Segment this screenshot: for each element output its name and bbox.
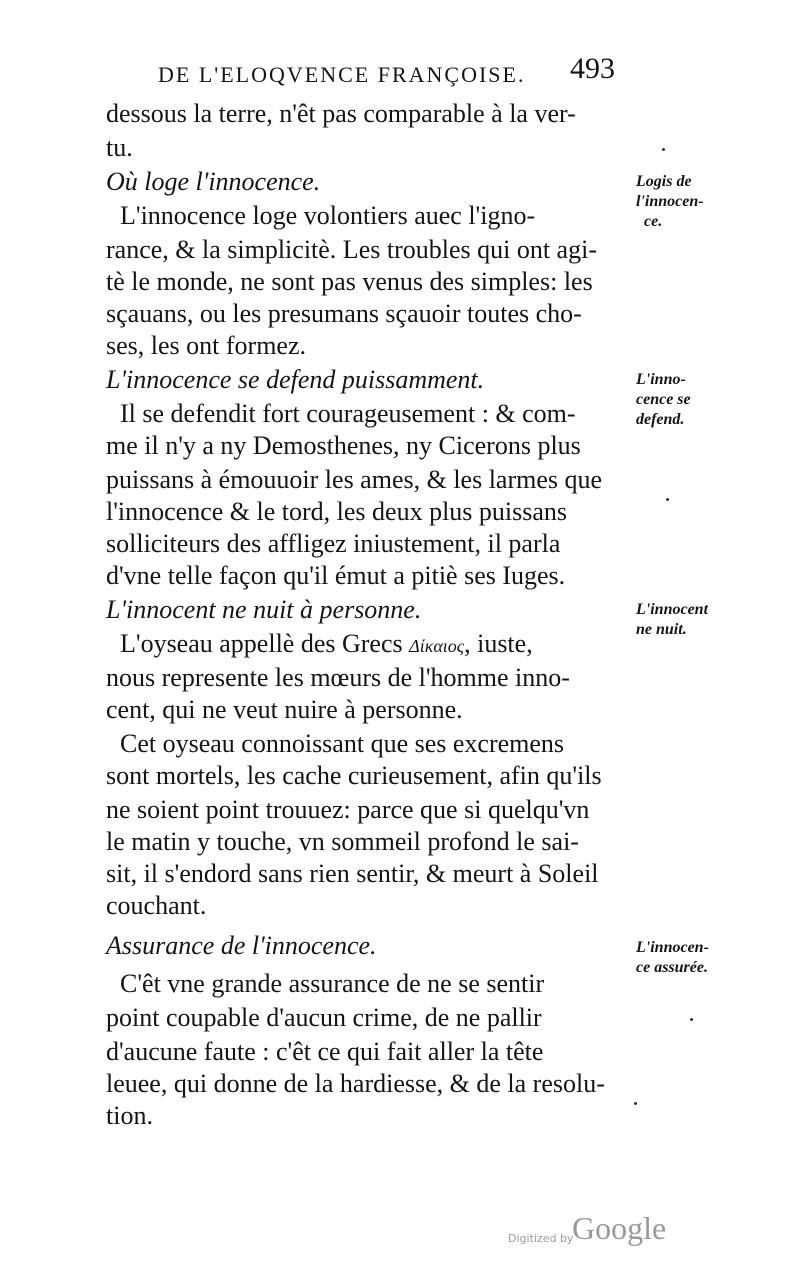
margin-note-line: defend. xyxy=(636,411,685,428)
digitized-label: Digitized by xyxy=(508,1232,574,1245)
margin-note-line: L'innocent xyxy=(636,601,709,618)
margin-note-line: ce. xyxy=(644,213,663,230)
text-line: puissans à émouuoir les ames, & les larmes que xyxy=(106,465,603,494)
text-segment: , iuste, xyxy=(464,629,533,658)
margin-note-line: Logis de xyxy=(636,173,692,190)
section-heading: Où loge l'innocence. xyxy=(106,167,321,196)
text-line: me il n'y a ny Demosthenes, ny Cicerons plus xyxy=(106,431,581,460)
scan-speck xyxy=(690,1018,693,1021)
margin-note xyxy=(636,938,709,978)
google-watermark: Google xyxy=(572,1210,667,1246)
text-line xyxy=(120,628,533,662)
text-line: tu. xyxy=(106,133,133,162)
margin-note-line: l'innocen- xyxy=(636,193,704,210)
margin-note-line: ne nuit. xyxy=(636,621,687,638)
scan-speck xyxy=(666,498,669,501)
section-heading: Assurance de l'innocence. xyxy=(106,931,377,960)
text-line: solliciteurs des affligez iniustement, il parla xyxy=(106,529,561,558)
text-line: sit, il s'endord sans rien sentir, & meurt à Soleil xyxy=(106,859,599,888)
text-line: tion. xyxy=(106,1101,153,1130)
text-line: sont mortels, les cache curieusement, afin qu'ils xyxy=(106,761,602,790)
margin-note-line: L'inno- xyxy=(636,371,686,388)
margin-note xyxy=(636,600,708,640)
text-line: L'innocence loge volontiers auec l'igno- xyxy=(120,201,536,230)
text-line: dessous la terre, n'êt pas comparable à la ver- xyxy=(106,99,576,128)
scan-speck xyxy=(634,1102,637,1105)
scan-speck xyxy=(662,148,665,151)
text-line: C'êt vne grande assurance de ne se sentir xyxy=(120,969,545,998)
text-line: Cet oyseau connoissant que ses excremens xyxy=(120,729,565,758)
text-line: tè le monde, ne sont pas venus des simples: les xyxy=(106,267,593,296)
margin-note-line: cence se xyxy=(636,391,691,408)
text-segment: L'oyseau appellè des Grecs xyxy=(120,629,403,658)
text-line: leuee, qui donne de la hardiesse, & de la resolu- xyxy=(106,1069,605,1098)
text-line: cent, qui ne veut nuire à personne. xyxy=(106,695,463,724)
text-line: Il se defendit fort courageusement : & com- xyxy=(120,399,576,428)
text-line: le matin y touche, vn sommeil profond le sai- xyxy=(106,827,579,856)
text-line: couchant. xyxy=(106,891,207,920)
margin-note-line: ce assurée. xyxy=(636,959,708,976)
text-line: point coupable d'aucun crime, de ne pallir xyxy=(106,1003,542,1032)
margin-note xyxy=(636,370,691,430)
text-line: nous represente les mœurs de l'homme inno- xyxy=(106,663,570,692)
greek-word: Δίκαιος xyxy=(409,636,465,656)
text-line: d'aucune faute : c'êt ce qui fait aller la tête xyxy=(106,1037,544,1066)
text-line: l'innocence & le tord, les deux plus puissans xyxy=(106,497,568,526)
margin-note xyxy=(636,172,704,232)
text-line: rance, & la simplicitè. Les troubles qui ont agi- xyxy=(106,235,597,264)
section-heading: L'innocence se defend puissamment. xyxy=(106,365,485,394)
text-line: ses, les ont formez. xyxy=(106,331,307,360)
page-number: 493 xyxy=(570,52,615,85)
running-head: DE L'ELOQVENCE FRANÇOISE. xyxy=(158,62,526,87)
text-line: sçauans, ou les presumans sçauoir toutes cho- xyxy=(106,299,582,328)
text-line: ne soient point trouuez: parce que si quelqu'vn xyxy=(106,795,590,824)
margin-note-line: L'innocen- xyxy=(636,939,709,956)
text-line: d'vne telle façon qu'il émut a pitiè ses Iuges. xyxy=(106,561,566,590)
section-heading: L'innocent ne nuit à personne. xyxy=(106,595,422,624)
